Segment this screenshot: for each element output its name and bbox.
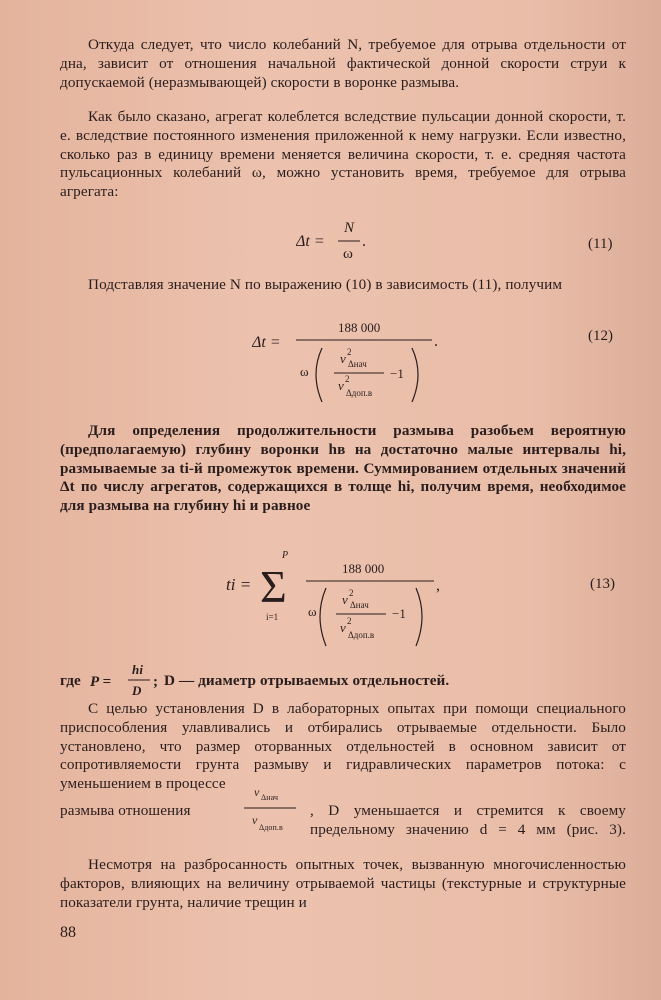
- f13-sq-bottom: 2: [347, 616, 352, 626]
- f11-lhs: Δt =: [296, 233, 325, 250]
- ratio-v-bottom: v: [252, 813, 258, 827]
- paragraph-4: [60, 422, 626, 516]
- ratio-v-top: v: [254, 785, 260, 799]
- f13-sigma: Σ: [260, 561, 287, 612]
- ratio-sub-top: Δнач: [261, 793, 279, 802]
- f11-denominator: ω: [343, 246, 353, 262]
- formula-11-graphic: [296, 218, 426, 262]
- formula-13: [226, 546, 456, 656]
- svg-text:;: ;: [153, 674, 159, 690]
- svg-text:,: ,: [436, 577, 440, 594]
- svg-text:.: .: [434, 333, 438, 350]
- f13-omega: ω: [308, 604, 317, 619]
- f13-minus-one: −1: [392, 606, 406, 621]
- f12-omega: ω: [300, 364, 309, 379]
- f12-numerator: 188 000: [338, 320, 381, 335]
- f12-sq-bottom: 2: [345, 374, 350, 384]
- f12-v-dop: v: [338, 378, 344, 393]
- ratio-sub-bottom: Δдоп.в: [259, 823, 283, 832]
- f13-left-paren: [320, 588, 326, 646]
- f13-v-dop: v: [340, 620, 346, 635]
- paragraph-6-text: С целью установления D в лабораторных опытах при помощи специального приспособления улавливались и отбирались отрываемые отдельности. Было установлено, что размер оторванных отдельностей в основном зависит от сопротивляемости грунта размыву и гидравлических параметров потока: с уменьшением в процессе: [60, 700, 626, 793]
- paragraph-7: [60, 856, 626, 912]
- f13-numerator: 188 000: [342, 561, 385, 576]
- f13-v-nach: v: [342, 592, 348, 607]
- p5-suffix: D — диаметр отрываемых отдельностей.: [164, 672, 450, 689]
- p-def-denominator: D: [132, 683, 142, 698]
- paragraph-1-text: Откуда следует, что число колебаний N, требуемое для отрыва отдельности от дна, зависит от отношения начальной фактической донной скорости струи к допускаемой (неразмывающей) скорости в воронке размыва.: [60, 36, 626, 91]
- paragraph-7-text: Несмотря на разбросанность опытных точек, вызванную многочисленностью факторов, влияющих на величину отрываемой частицы (текстурные и структурные показатели грунта, наличие трещин и: [60, 856, 626, 911]
- formula-12-graphic: [252, 318, 452, 410]
- formula-11: [296, 218, 426, 262]
- p6b-right: , D уменьшается и стремится к своему предельному значению d = 4 мм (рис. 3).: [310, 802, 626, 838]
- f13-sub-nach: Δнач: [350, 600, 369, 610]
- eq-number-11: (11): [588, 236, 613, 252]
- f12-v-nach: v: [340, 351, 346, 366]
- p6b-right-wrap: [310, 802, 626, 840]
- f13-sq-top: 2: [349, 588, 354, 598]
- f13-upper: P: [282, 550, 289, 561]
- f13-lower: i=1: [266, 612, 279, 622]
- paragraph-5: [60, 662, 626, 700]
- f12-sq-top: 2: [347, 347, 352, 357]
- paragraph-3: [60, 276, 626, 295]
- f12-minus-one: −1: [390, 366, 404, 381]
- p-def-numerator: hi: [132, 662, 144, 677]
- f12-right-paren: [412, 348, 418, 402]
- f13-sub-dop: Δдоп.в: [348, 630, 375, 640]
- paragraph-6: [60, 700, 626, 794]
- f11-numerator: N: [344, 220, 355, 236]
- p-def-lhs: P =: [90, 674, 112, 690]
- p6b-left: размыва отношения: [60, 802, 191, 819]
- paragraph-2: [60, 108, 626, 202]
- f12-sub-nach: Δнач: [348, 359, 367, 369]
- page-number: 88: [60, 924, 76, 941]
- paragraph-2-text: Как было сказано, агрегат колеблется вследствие пульсации донной скорости, т. е. вследствие постоянного изменения приложенной к нему нагрузки. Если известно, сколько раз в единицу времени меняется величина скорости, т. е. средняя частота пульсационных колебаний ω, можно установить время, требуемое для отрыва агрегата:: [60, 108, 626, 201]
- svg-text:.: .: [362, 233, 366, 250]
- paragraph-3-text: Подставляя значение N по выражению (10) в зависимость (11), получим: [88, 276, 563, 293]
- ratio-fraction: [240, 782, 300, 840]
- paragraph-4-text: Для определения продолжительности размыва разобьем вероятную (предполагаемую) глубину воронки hв на достаточно малые интервалы hi, размываемые за ti-й промежуток времени. Суммированием отдельных значений Δt по числу агрегатов, содержащихся в толще hi, получим время, необходимое для размыва на глубину hi и равное: [60, 422, 626, 515]
- f13-lhs: ti =: [226, 575, 252, 594]
- p5-prefix: где: [60, 672, 81, 689]
- paragraph-1: [60, 36, 626, 92]
- eq-number-12: (12): [588, 328, 613, 344]
- f12-left-paren: [316, 348, 322, 402]
- paragraph-6-cont: [60, 782, 626, 852]
- formula-12: [252, 318, 452, 410]
- formula-13-graphic: [226, 546, 456, 656]
- f12-sub-dop: Δдоп.в: [346, 388, 373, 398]
- eq-number-13: (13): [590, 576, 615, 592]
- f12-lhs: Δt =: [252, 334, 281, 351]
- f13-right-paren: [416, 588, 422, 646]
